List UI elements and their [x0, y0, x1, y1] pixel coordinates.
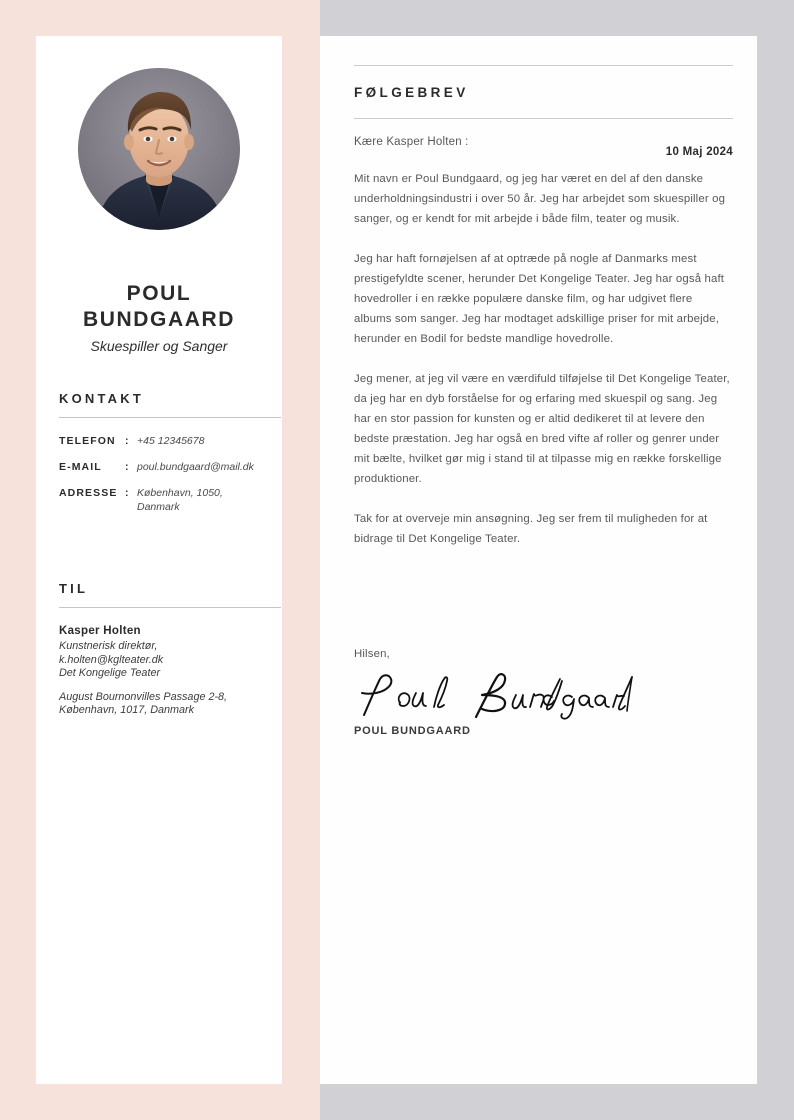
salutation: Kære Kasper Holten : — [354, 136, 469, 148]
contact-row-telefon — [59, 434, 259, 448]
letter-title: FØLGEBREV — [354, 85, 469, 100]
contact-label-email: E-MAIL — [59, 461, 102, 473]
contact-colon-email: : — [125, 461, 129, 473]
contact-value-telefon: +45 12345678 — [137, 435, 205, 447]
recipient-organization: Det Kongelige Teater — [59, 667, 161, 679]
letter-closing — [354, 648, 733, 737]
recipient-block — [59, 625, 259, 718]
contact-row-adresse — [59, 486, 259, 514]
letter-paragraph: Mit navn er Poul Bundgaard, og jeg har været en del af den danske underholdningsindustri i over 50 år. Jeg har arbejdet som skuespiller og sanger, og er kendt for mit arbejde i både film, teater og musik. — [354, 173, 726, 225]
contact-section — [59, 391, 259, 526]
contact-rows — [59, 434, 259, 514]
letter-card — [320, 36, 757, 1084]
recipient-name: Kasper Holten — [59, 625, 141, 637]
contact-colon-telefon: : — [125, 435, 129, 447]
letter-paragraph: Jeg mener, at jeg vil være en værdifuld tilføjelse til Det Kongelige Teater, da jeg har en dyb forståelse for og erfaring med skuespil og sang. Jeg har en stor passion for kunsten og er altid dedikeret til at levere den bedste præstation. Jeg har også en bred vifte af roller og genrer under mit bælte, hvilket gør mig i stand til at tilpasse mig en række forskellige produktioner. — [354, 373, 730, 485]
sidebar-card — [36, 36, 282, 1084]
recipient-section — [59, 581, 259, 718]
contact-label-adresse: ADRESSE — [59, 487, 118, 499]
letter-header-rule-bottom — [354, 118, 733, 119]
letter-paragraph: Jeg har haft fornøjelsen af at optræde på nogle af Danmarks mest prestigefyldte scener, herunder Det Kongelige Teater. Jeg har også haft hovedroller i en række populære danske film, og har udgivet flere albums som sanger. Jeg har modtaget adskillige priser for mit arbejde, herunder en Bodil for bedste mandlige hovedrolle. — [354, 253, 725, 345]
job-title: Skuespiller og Sanger — [90, 338, 228, 354]
contact-colon-adresse: : — [125, 487, 129, 499]
name-first: POUL — [126, 282, 192, 305]
signature-image — [356, 671, 636, 723]
recipient-address-line1: August Bournonvilles Passage 2-8, — [59, 690, 228, 703]
letter-paragraph: Tak for at overveje min ansøgning. Jeg ser frem til muligheden for at bidrage til Det Kongelige Teater. — [354, 513, 708, 545]
contact-value-email: poul.bundgaard@mail.dk — [137, 461, 254, 473]
portrait-photo — [78, 68, 240, 230]
contact-row-email — [59, 460, 259, 474]
avatar — [78, 68, 240, 230]
letter-date: 10 Maj 2024 — [665, 146, 733, 158]
recipient-role: Kunstnerisk direktør, — [59, 640, 158, 652]
recipient-address-line2: København, 1017, Danmark — [59, 704, 195, 716]
contact-divider — [59, 417, 281, 418]
contact-heading: KONTAKT — [59, 391, 144, 406]
recipient-divider — [59, 607, 281, 608]
signature-name: POUL BUNDGAARD — [354, 725, 471, 737]
closing-word: Hilsen, — [354, 648, 390, 660]
contact-value-adresse: København, 1050, Danmark — [137, 487, 223, 513]
recipient-heading: TIL — [59, 581, 89, 596]
letter-header — [354, 65, 733, 119]
letter-body — [354, 169, 733, 569]
page-title — [36, 281, 282, 354]
name-last: BUNDGAARD — [82, 308, 236, 331]
contact-label-telefon: TELEFON — [59, 435, 116, 447]
recipient-email: k.holten@kglteater.dk — [59, 653, 164, 666]
